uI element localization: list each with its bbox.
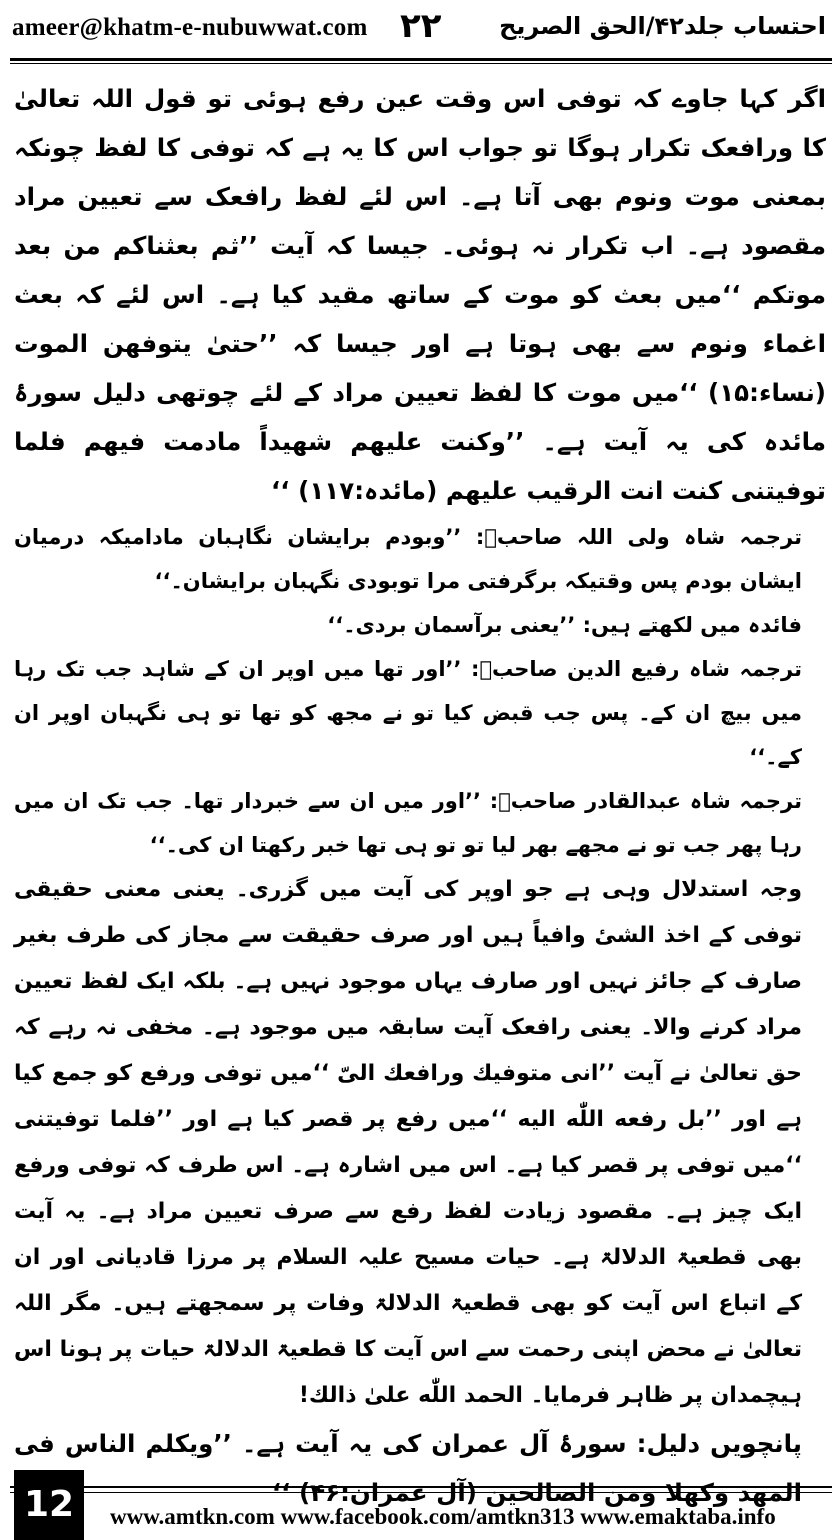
page-footer (0, 1470, 840, 1540)
header-book-title: احتساب جلد۴۲/الحق الصریح (499, 12, 826, 40)
header-rule-thin (10, 63, 832, 64)
paragraph-fourth-argument: اگر کہا جاوے کہ توفی اس وقت عین رفع ہوئی تو قول اللہ تعالیٰ کا ورافعک تکرار ہوگا تو جواب اس کا یہ ہے کہ توفی کا لفظ چونکہ بمعنی موت ونوم بھی آتا ہے۔ اس لئے لفظ رافعک سے تعیین مراد مقصود ہے۔ اب تکرار نہ ہوئی۔ جیسا کہ آیت ’’ثم بعثناکم من بعد موتکم ‘‘میں بعث کو موت کے ساتھ مقید کیا ہے۔ اس لئے کہ بعث اغماء ونوم سے بھی ہوتا ہے اور جیسا کہ ’’حتیٰ یتوفھن الموت (نساء:۱۵) ‘‘میں موت کا لفظ تعیین مراد کے لئے چوتھی دلیل سورۂ مائدہ کی یہ آیت ہے۔ ’’وکنت علیھم شھیداً مادمت فیھم فلما توفیتنی کنت انت الرقیب علیھم (مائدہ:۱۱۷) ‘‘ (14, 84, 826, 505)
paragraph-fawaid-note: فائدہ میں لکھتے ہیں: ’’یعنی برآسمان بردی۔‘‘ (327, 613, 802, 637)
header-page-number: ۲۲ (400, 6, 442, 46)
footer-links: www.amtkn.com www.facebook.com/amtkn313 www.emaktaba.info (110, 1504, 776, 1529)
footer-rule (10, 1486, 832, 1488)
footer-rule-thin (10, 1492, 832, 1493)
header-email: ameer@khatm-e-nubuwwat.com (12, 14, 368, 41)
paragraph-translation-shah-rafiuddin: ترجمہ شاہ رفیع الدین صاحبؒ: ’’اور تھا میں اوپر ان کے شاہد جب تک رہا میں بیچ ان کے۔ پس جب قبض کیا تو نے مجھ کو تھا تو ہی نگہبان اوپر ان کے۔‘‘ (14, 657, 802, 769)
header-rule (10, 58, 832, 61)
paragraph-translation-shah-waliullah: ترجمہ شاہ ولی اللہ صاحبؒ: ’’وبودم برایشان نگاہبان مادامیکہ درمیان ایشان بودم پس وقتیکہ برگرفتی مرا توبودی نگہبان برایشان۔‘‘ (14, 525, 802, 593)
footer-page-number: 12 (14, 1470, 84, 1540)
paragraph-fifth-argument: پانچویں دلیل: سورۂ آل عمران کی یہ آیت ہے۔ ’’ویکلم الناس فی المھد وکھلا ومن الصالحین (آل عمران:۴۶) ‘‘ (14, 1429, 802, 1507)
paragraph-translation-shah-abdulqadir: ترجمہ شاہ عبدالقادر صاحبؒ: ’’اور میں ان سے خبردار تھا۔ جب تک ان میں رہا پھر جب تو نے مجھے بھر لیا تو تو ہی تھا خبر رکھتا ان کی۔‘‘ (14, 789, 802, 857)
paragraph-reasoning: وجہ استدلال وہی ہے جو اوپر کی آیت میں گزری۔ یعنی معنی حقیقی توفی کے اخذ الشیٔ وافیاً ہیں اور صرف حقیقت سے مجاز کی طرف بغیر صارف کے جائز نہیں اور صارف یہاں موجود نہیں ہے۔ بلکہ ایک لفظ تعیین مراد کرنے والا۔ یعنی رافعک آیت سابقہ میں موجود ہے۔ مخفی نہ رہے کہ حق تعالیٰ نے آیت ’’انی متوفیك ورافعك الیّ ‘‘میں توفی ورفع کو جمع کیا ہے اور ’’بل رفعه اللّٰه الیه ‘‘میں رفع پر قصر کیا ہے اور ’’فلما توفیتنی ‘‘میں توفی پر قصر کیا ہے۔ اس میں اشارہ ہے۔ اس طرف کہ توفی ورفع ایک چیز ہے۔ مقصود زیادت لفظ رفع سے صرف تعیین مراد ہے۔ یہ آیت بھی قطعیۃ الدلالۃ ہے۔ حیات مسیح علیہ السلام پر مرزا قادیانی اور ان کے اتباع اس آیت کو بھی قطعیۃ الدلالۃ وفات پر سمجھتے ہیں۔ مگر اللہ تعالیٰ نے محض اپنی رحمت سے اس آیت کا قطعیۃ الدلالۃ حیات پر ہونا اس ہیچمدان پر ظاہر فرمایا۔ الحمد اللّٰه علیٰ ذالك! (14, 877, 802, 1408)
page-header (0, 0, 840, 60)
